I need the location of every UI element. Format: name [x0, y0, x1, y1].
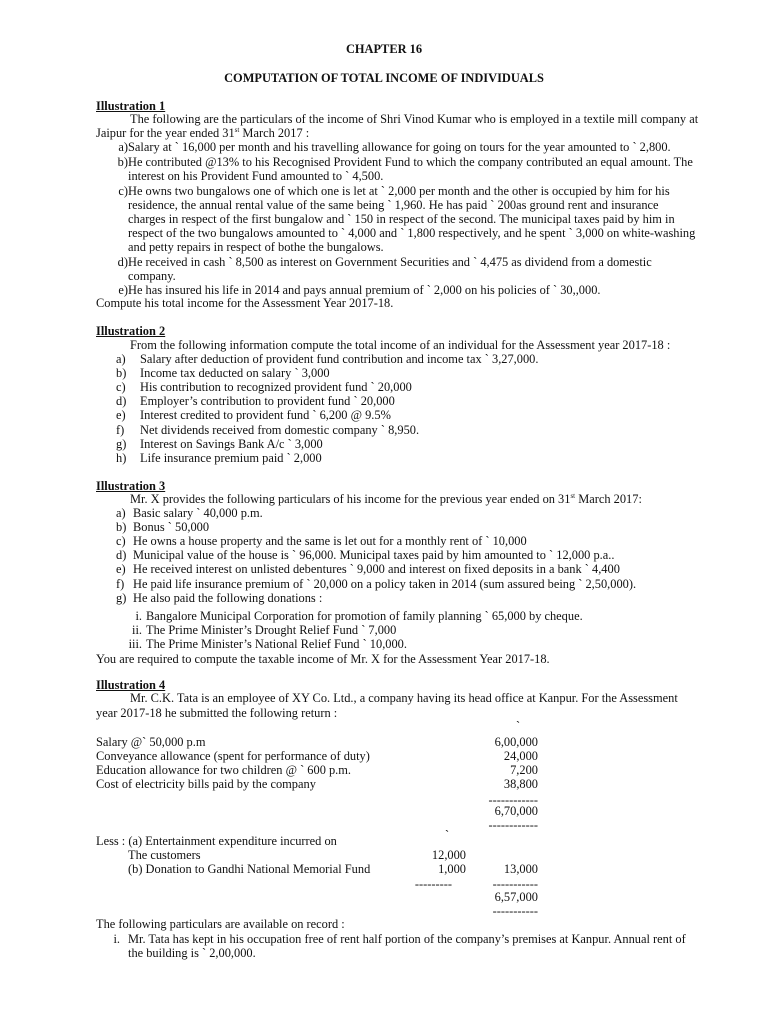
ill1-item-c-line2: residence, the annual rental value of the same being ` 1,960. He has paid ` 200as ground rent and insurance — [128, 198, 659, 212]
ill2-item: His contribution to recognized provident fund ` 20,000 — [140, 380, 412, 394]
donation-item: Bangalore Municipal Corporation for promotion of family planning ` 65,000 by cheque. — [146, 609, 583, 623]
return-row-value: 7,200 — [510, 763, 538, 777]
less-a-value: 12,000 — [431, 848, 466, 862]
donation-item: The Prime Minister’s Drought Relief Fund ` 7,000 — [146, 623, 397, 637]
ill1-item-d-line1: He received in cash ` 8,500 as interest on Government Securities and ` 4,475 as dividend from a domestic — [128, 255, 652, 269]
ill2-item-marker: c) — [116, 380, 126, 394]
ill2-item: Income tax deducted on salary ` 3,000 — [140, 366, 330, 380]
total-value: 6,57,000 — [494, 890, 538, 904]
ill3-item: Bonus ` 50,000 — [133, 520, 210, 534]
ill1-intro-line1: The following are the particulars of the income of Shri Vinod Kumar who is employed in a textile mill company at — [130, 112, 699, 126]
ill2-item-marker: a) — [116, 352, 126, 366]
ill2-item-marker: h) — [116, 451, 127, 465]
ill2-item: Life insurance premium paid ` 2,000 — [140, 451, 322, 465]
less-column-rupee-marker: ` — [445, 828, 450, 842]
less-total-value: 13,000 — [503, 862, 538, 876]
donation-marker: iii. — [128, 637, 142, 651]
ill3-item: Municipal value of the house is ` 96,000. Municipal taxes paid by him amounted to ` 12,000 p.a.. — [133, 548, 615, 562]
donation-marker: i. — [135, 609, 142, 623]
return-row-label: Salary @` 50,000 p.m — [96, 735, 206, 749]
ill3-item: He received interest on unlisted debentures ` 9,000 and interest on fixed deposits in a bank ` 4,400 — [133, 562, 620, 576]
donation-marker: ii. — [132, 623, 142, 637]
ill1-item-d-marker: d) — [117, 255, 128, 269]
return-row-label: Education allowance for two children @ ` 600 p.m. — [96, 763, 352, 777]
ill1-item-b-line1: He contributed @13% to his Recognised Provident Fund to which the company contributed an equal amount. The — [128, 155, 693, 169]
rule-after-total: ----------- — [492, 904, 538, 918]
ill3-item: He paid life insurance premium of ` 20,000 on a policy taken in 2014 (sum assured being ` 2,50,000). — [133, 577, 637, 591]
ill1-item-c-line5: and petty repairs in respect of bothe the bungalows. — [128, 240, 384, 254]
ill1-intro-line2: Jaipur for the year ended 31st March 2017 : — [96, 126, 310, 140]
ill2-intro: From the following information compute the total income of an individual for the Assessment year 2017-18 : — [130, 338, 671, 352]
rule-before-total: ----------- — [492, 877, 538, 891]
ill1-item-b-marker: b) — [117, 155, 128, 169]
chapter-heading: CHAPTER 16 — [345, 42, 423, 56]
ill2-item-marker: f) — [116, 423, 125, 437]
subtotal-value: 6,70,000 — [494, 804, 538, 818]
ill1-item-c-line3: charges in respect of the first bungalow and ` 150 in respect of the second. The municipal taxes paid by him in — [128, 212, 675, 226]
return-row-value: 38,800 — [503, 777, 538, 791]
ill1-item-a-marker: a) — [118, 140, 128, 154]
ill1-item-b-line2: interest on his Provident Fund amounted to ` 4,500. — [128, 169, 384, 183]
point-i-marker: i. — [113, 932, 120, 946]
ill2-item-marker: d) — [116, 394, 127, 408]
ill2-item-marker: b) — [116, 366, 127, 380]
ill1-item-c-marker: c) — [118, 184, 128, 198]
ill1-item-a: Salary at ` 16,000 per month and his travelling allowance for going on tours for the year amounted to ` 2,800. — [128, 140, 671, 154]
ill4-intro-line1: Mr. C.K. Tata is an employee of XY Co. Ltd., a company having its head office at Kanpur. For the Assessment — [130, 691, 678, 705]
less-b-label: (b) Donation to Gandhi National Memorial Fund — [128, 862, 371, 876]
point-i-line2: the building is ` 2,00,000. — [128, 946, 256, 960]
return-row-value: 24,000 — [503, 749, 538, 763]
ill2-item-marker: e) — [116, 408, 126, 422]
ill3-item-marker: f) — [116, 577, 125, 591]
less-b-value: 1,000 — [438, 862, 466, 876]
illustration-1-heading: Illustration 1 — [96, 99, 166, 113]
donation-item: The Prime Minister’s National Relief Fund ` 10,000. — [146, 637, 407, 651]
ill2-item-marker: g) — [116, 437, 127, 451]
ill3-item: Basic salary ` 40,000 p.m. — [133, 506, 263, 520]
ill3-item: He also paid the following donations : — [133, 591, 323, 605]
ill1-item-d-line2: company. — [128, 269, 176, 283]
ill4-intro-line2: year 2017-18 he submitted the following return : — [96, 706, 338, 720]
ill2-item: Salary after deduction of provident fund contribution and income tax ` 3,27,000. — [140, 352, 539, 366]
ill3-item-marker: g) — [116, 591, 127, 605]
return-row-value: 6,00,000 — [494, 735, 538, 749]
ill3-item-marker: e) — [116, 562, 126, 576]
ill3-intro: Mr. X provides the following particulars of his income for the previous year ended on 31st March 2017: — [130, 492, 642, 506]
less-label: Less : (a) Entertainment expenditure incurred on — [96, 834, 337, 848]
ill3-footer: You are required to compute the taxable income of Mr. X for the Assessment Year 2017-18. — [96, 652, 550, 666]
return-row-label: Cost of electricity bills paid by the company — [96, 777, 316, 791]
ill1-item-e-marker: e) — [118, 283, 128, 297]
rule-after-subtotal: ------------ — [488, 818, 538, 832]
rupee-column-marker: ` — [516, 719, 521, 733]
ill1-item-e: He has insured his life in 2014 and pays annual premium of ` 2,000 on his policies of ` 30,,000. — [128, 283, 601, 297]
ill3-item-marker: a) — [116, 506, 126, 520]
ill2-item: Interest credited to provident fund ` 6,200 @ 9.5% — [140, 408, 391, 422]
ill2-item: Interest on Savings Bank A/c ` 3,000 — [140, 437, 323, 451]
point-i-line1: Mr. Tata has kept in his occupation free of rent half portion of the company’s premises at Kanpur. Annual rent of — [128, 932, 686, 946]
ill2-item: Net dividends received from domestic company ` 8,950. — [140, 423, 420, 437]
ill3-item: He owns a house property and the same is let out for a monthly rent of ` 10,000 — [133, 534, 527, 548]
ill3-item-marker: b) — [116, 520, 127, 534]
ill1-item-c-line4: respect of the two bungalows amounted to ` 4,000 and ` 1,800 respectively, and he spent ` 3,000 on white-washing — [128, 226, 696, 240]
particulars-heading: The following particulars are available on record : — [96, 917, 345, 931]
illustration-3-heading: Illustration 3 — [96, 479, 166, 493]
illustration-2-heading: Illustration 2 — [96, 324, 166, 338]
ill1-item-c-line1: He owns two bungalows one of which one is let at ` 2,000 per month and the other is occupied by him for his — [128, 184, 670, 198]
ill3-item-marker: d) — [116, 548, 127, 562]
less-a-continued: The customers — [128, 848, 201, 862]
rule-before-subtotal: ------------ — [488, 793, 538, 807]
rule-under-less-column: --------- — [414, 877, 452, 891]
ill2-item: Employer’s contribution to provident fund ` 20,000 — [140, 394, 395, 408]
ill3-item-marker: c) — [116, 534, 126, 548]
page-title: COMPUTATION OF TOTAL INCOME OF INDIVIDUALS — [224, 71, 544, 85]
illustration-4-heading: Illustration 4 — [96, 678, 166, 692]
return-row-label: Conveyance allowance (spent for performance of duty) — [96, 749, 370, 763]
ill1-compute: Compute his total income for the Assessment Year 2017-18. — [96, 296, 394, 310]
